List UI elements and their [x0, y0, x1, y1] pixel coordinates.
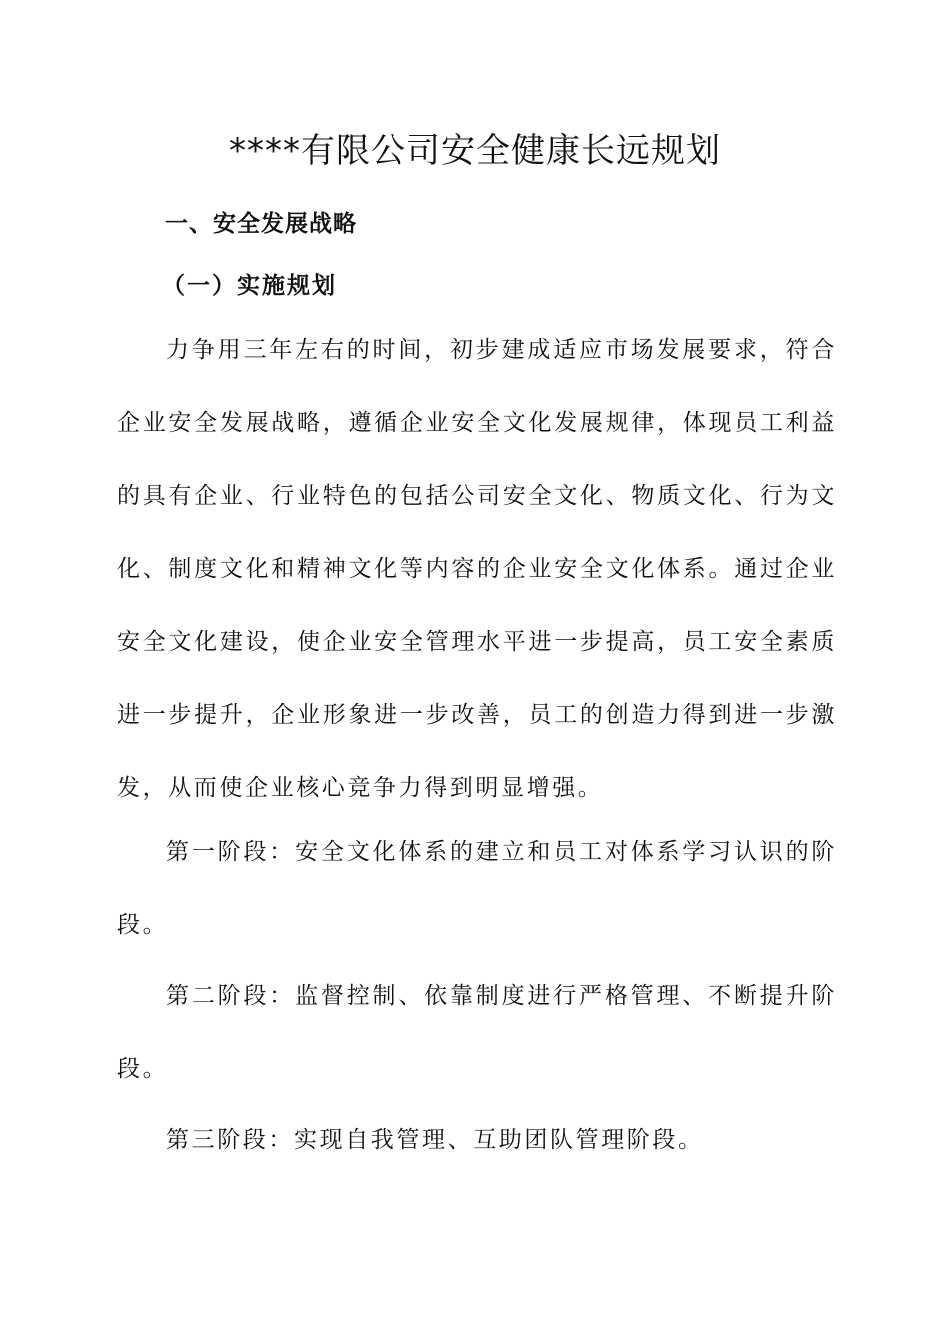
paragraph-stage-one: 第一阶段：安全文化体系的建立和员工对体系学习认识的阶段。 [117, 839, 837, 938]
subsection-heading: （一）实施规划 [162, 272, 337, 299]
paragraph-stage-three: 第三阶段：实现自我管理、互助团队管理阶段。 [166, 1127, 704, 1153]
paragraph-implementation-plan: 力争用三年左右的时间，初步建成适应市场发展要求，符合企业安全发展战略，遵循企业安全文化发展规律，体现员工利益的具有企业、行业特色的包括公司安全文化、物质文化、行为文化、制度文化和精神文化等内容的企业安全文化体系。通过企业安全文化建设，使企业安全管理水平进一步提高，员工安全素质进一步提升，企业形象进一步改善，员工的创造力得到进一步激发，从而使企业核心竞争力得到明显增强。 [117, 337, 837, 801]
section-heading: 一、安全发展战略 [165, 211, 357, 237]
paragraph-stage-two: 第二阶段：监督控制、依靠制度进行严格管理、不断提升阶段。 [117, 983, 837, 1082]
document-title: ****有限公司安全健康长远规划 [229, 131, 721, 171]
